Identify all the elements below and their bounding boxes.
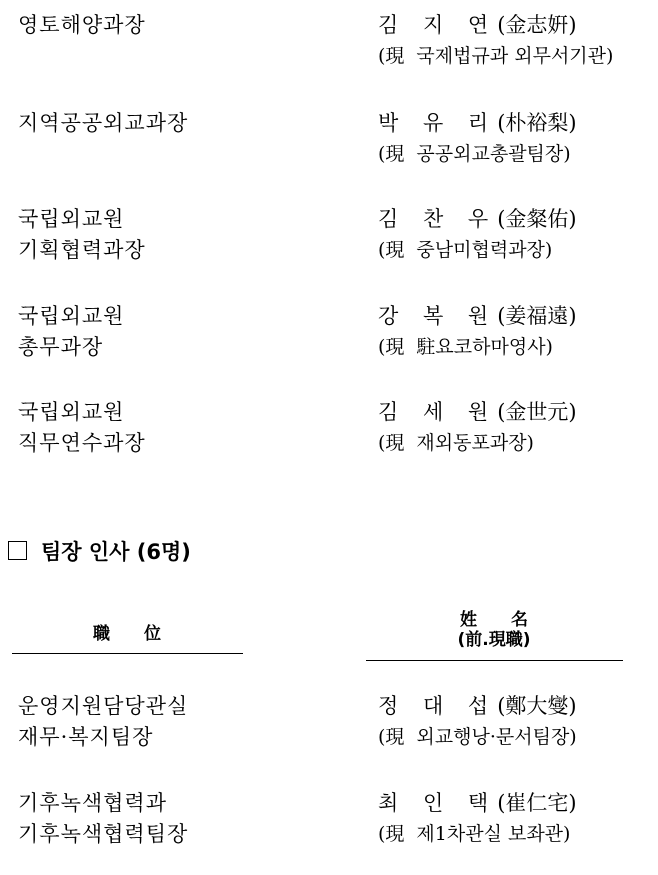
position-title: 운영지원담당관실 재무·복지팀장 (18, 694, 189, 749)
position-title: 지역공공외교과장 (18, 111, 189, 135)
person-name: 김 찬 우(金粲佑) (378, 207, 577, 231)
column-header-name: 姓 名 (前.現職) (457, 610, 531, 650)
position-title: 기후녹색협력과 기후녹색협력팀장 (18, 791, 189, 846)
current-post: (現 공공외교총괄팀장) (378, 143, 571, 165)
section-heading: 팀장 인사 (6명) (8, 536, 191, 566)
column-header-position: 職 位 (93, 624, 161, 644)
checkbox-bullet-icon (8, 541, 27, 560)
current-post: (現 외교행낭·문서팀장) (378, 726, 577, 748)
position-title: 영토해양과장 (18, 13, 146, 37)
current-post: (現 중남미협력과장) (378, 239, 553, 261)
position-title: 국립외교원 직무연수과장 (18, 400, 146, 455)
person-name: 강 복 원(姜福遠) (378, 304, 577, 328)
column-underline (366, 660, 623, 661)
person-name: 정 대 섭(鄭大燮) (378, 694, 577, 718)
person-name: 최 인 택(崔仁宅) (378, 791, 577, 815)
position-title: 국립외교원 총무과장 (18, 304, 125, 359)
person-name: 박 유 리(朴裕梨) (378, 111, 577, 135)
current-post: (現 駐요코하마영사) (378, 336, 553, 358)
current-post: (現 제1차관실 보좌관) (378, 823, 571, 845)
person-name: 김 세 원(金世元) (378, 400, 577, 424)
position-title: 국립외교원 기획협력과장 (18, 207, 146, 262)
column-underline (12, 653, 243, 654)
current-post: (現 재외동포과장) (378, 432, 534, 454)
current-post: (現 국제법규과 외무서기관) (378, 45, 614, 67)
person-name: 김 지 연(金志姸) (378, 13, 577, 37)
